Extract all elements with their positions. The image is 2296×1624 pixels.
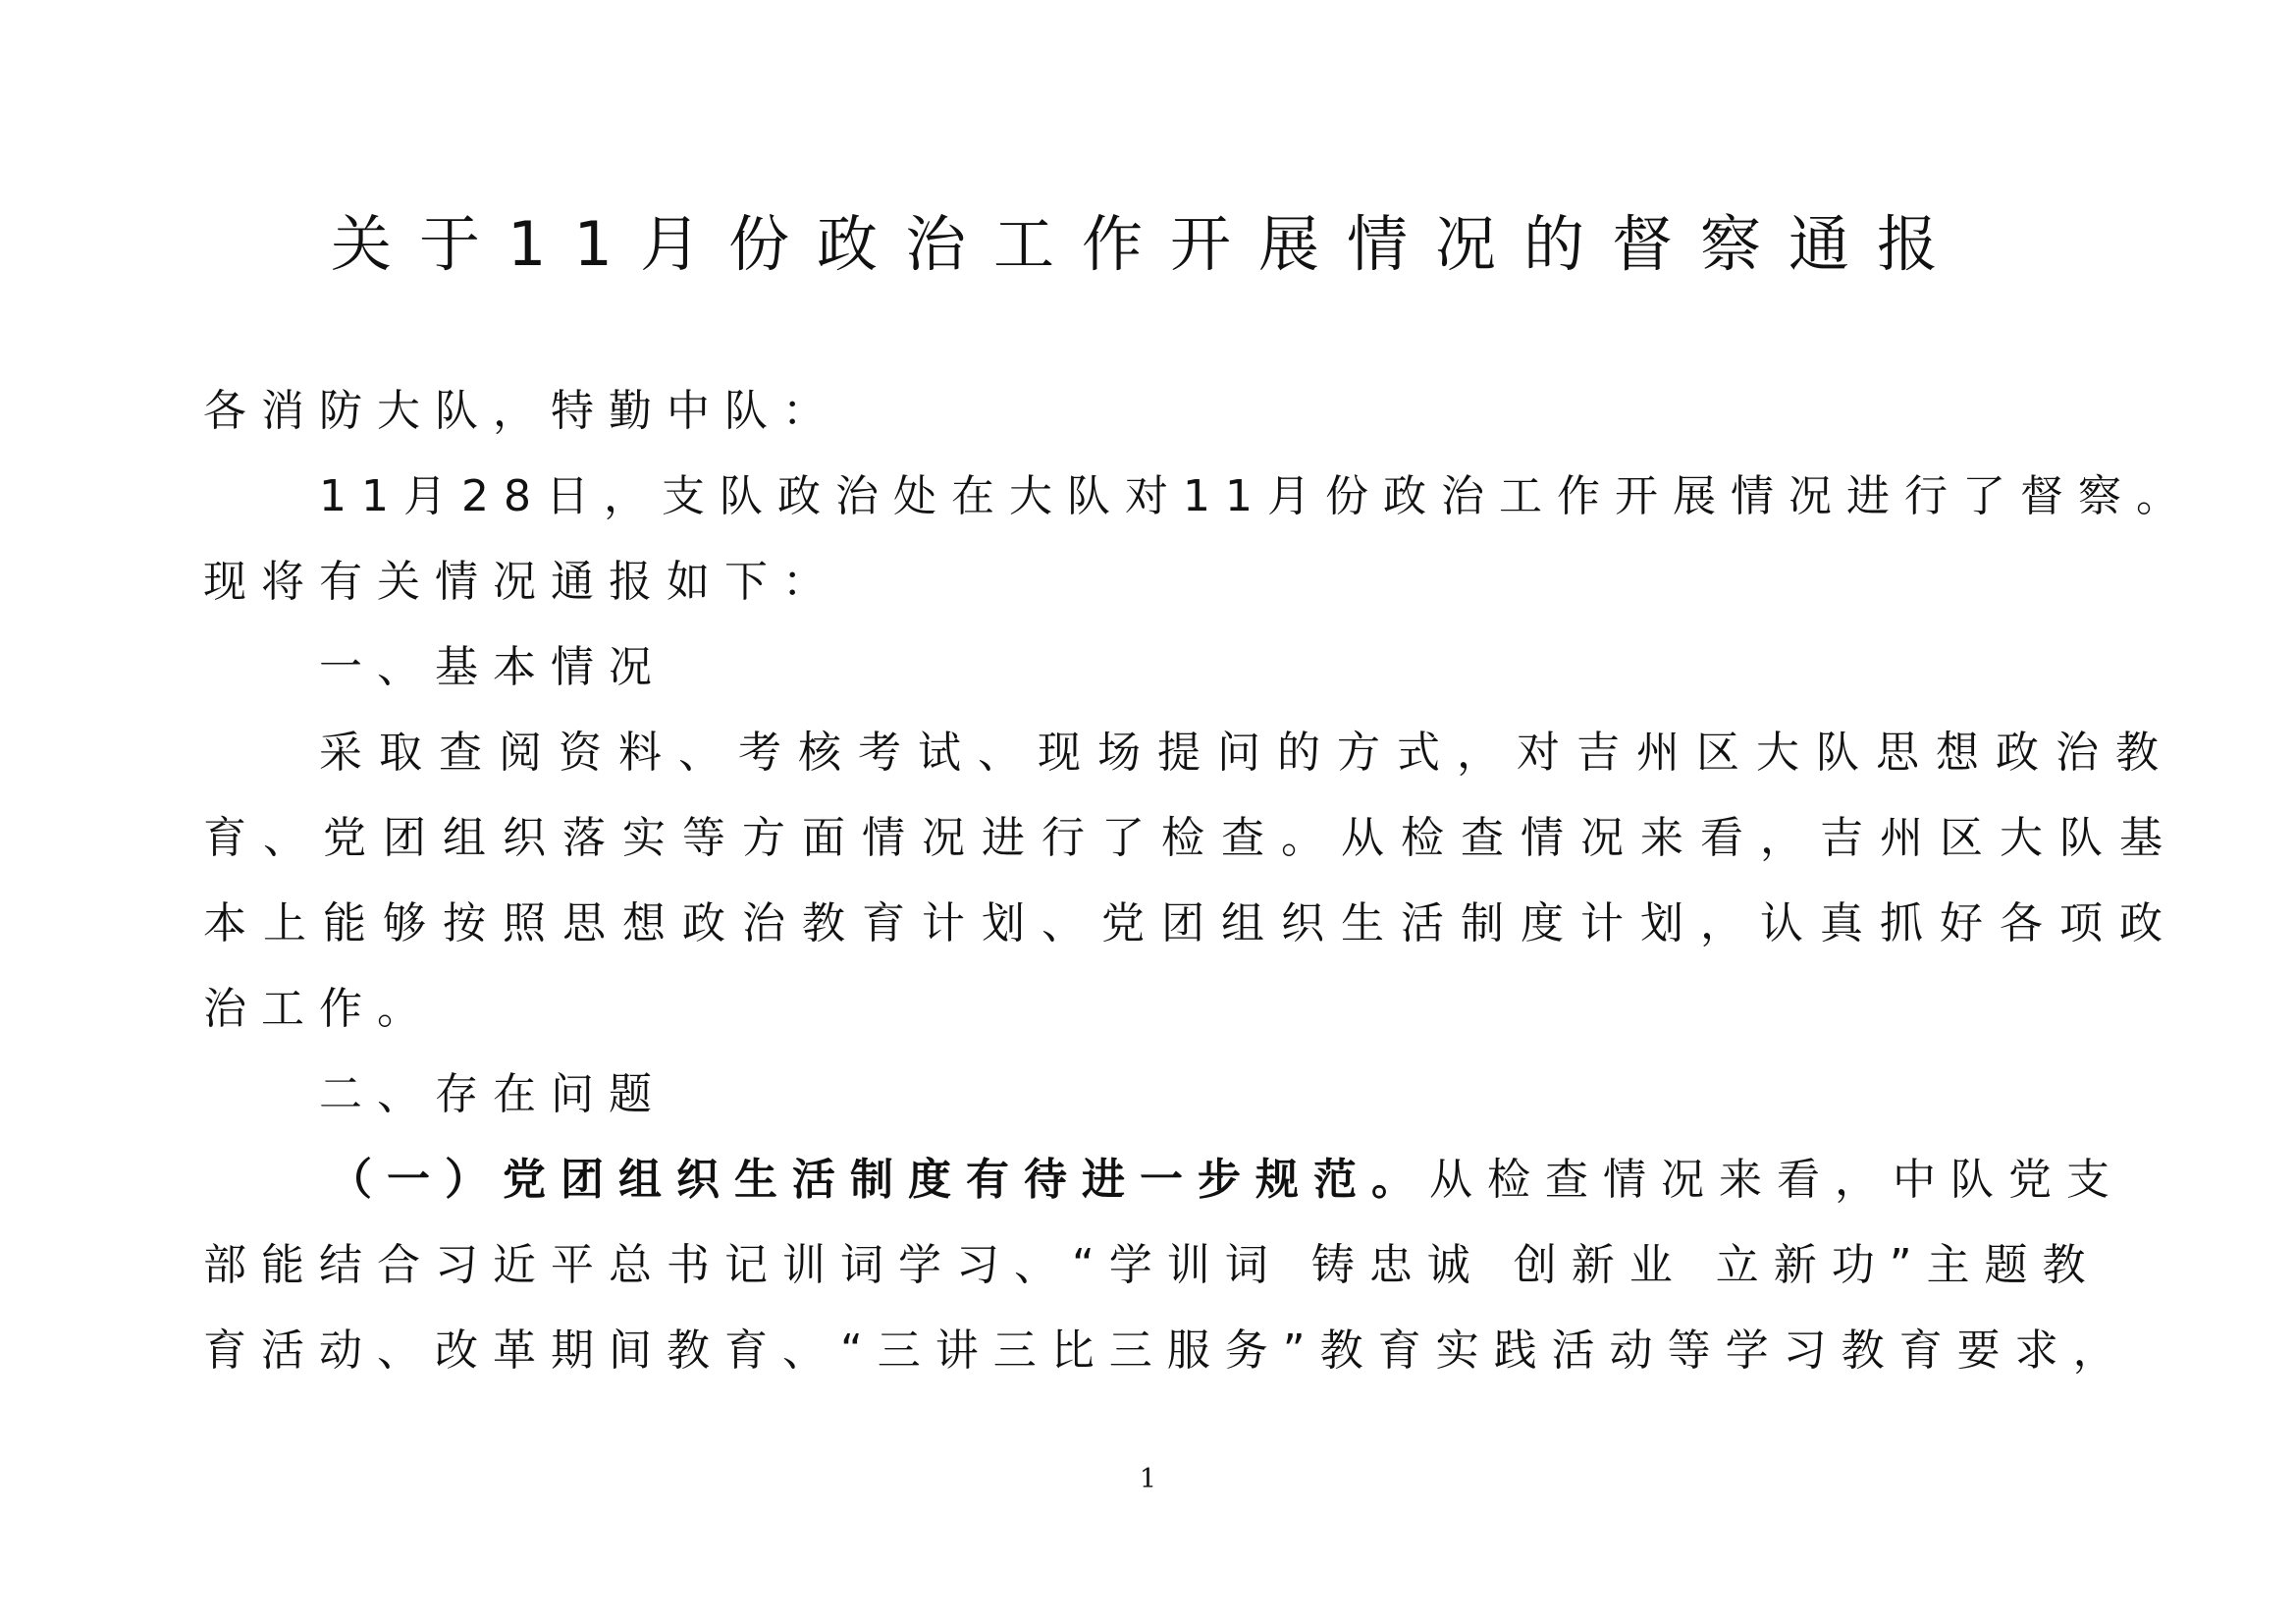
section-2-sub-1-bold-lead: （一）党团组织生活制度有待进一步规范。 (329, 1155, 1429, 1205)
document-title: 关于11月份政治工作开展情况的督察通报 (331, 208, 1965, 280)
section-2-sub-1-line-3: 育活动、改革期间教育、“三讲三比三服务”教育实践活动等学习教育要求， (203, 1326, 2131, 1376)
intro-line-1: 11月28日，支队政治处在大队对11月份政治工作开展情况进行了督察。 (319, 471, 2194, 521)
section-1-heading: 一、基本情况 (319, 642, 667, 692)
section-2-heading: 二、存在问题 (319, 1069, 667, 1119)
section-2-sub-1-line-2: 部能结合习近平总书记训词学习、“学训词 铸忠诚 创新业 立新功”主题教 (203, 1240, 2101, 1290)
section-1-line-1: 采取查阅资料、考核考试、现场提问的方式，对吉州区大队思想政治教 (319, 728, 2175, 778)
page-number: 1 (1139, 1464, 1157, 1494)
section-1-line-3: 本上能够按照思想政治教育计划、党团组织生活制度计划，认真抓好各项政 (203, 898, 2179, 948)
section-1-line-2: 育、党团组织落实等方面情况进行了检查。从检查情况来看，吉州区大队基 (203, 813, 2179, 863)
section-1-line-4: 治工作。 (203, 984, 435, 1034)
section-2-sub-1-line-1-text: 从检查情况来看，中队党支 (1429, 1155, 2124, 1205)
salutation: 各消防大队，特勤中队： (203, 386, 840, 436)
section-2-sub-1-line-1 (329, 1151, 2124, 1210)
intro-line-2: 现将有关情况通报如下： (203, 557, 840, 607)
